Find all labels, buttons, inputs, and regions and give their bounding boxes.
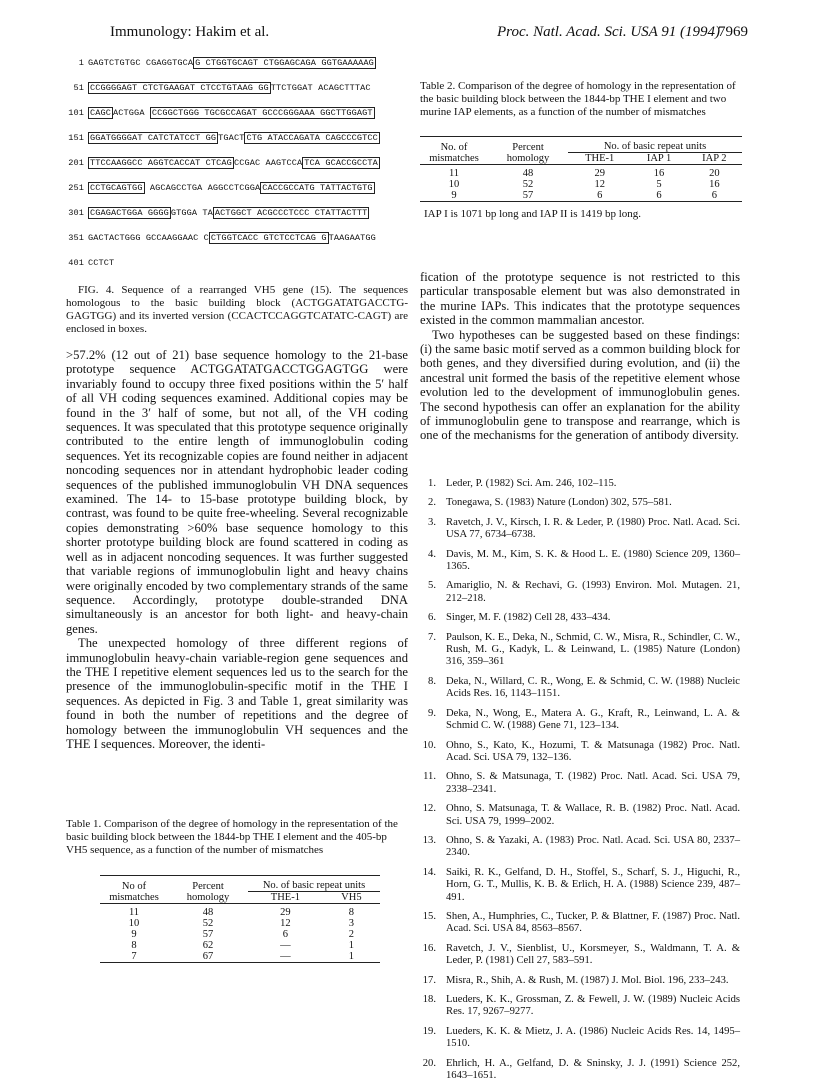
- table2-caption: Table 2. Comparison of the degree of homology in the representation of the basic building block between the 1844-bp THE I element and two murine IAP elements, as a function of the number of mismatches: [420, 80, 736, 118]
- sequence-segment: AGCAGCCTGA AGGCCTCGGA: [144, 183, 261, 193]
- reference-number: 13.: [422, 834, 436, 846]
- reference-number: 3.: [428, 516, 436, 528]
- reference-number: 4.: [428, 548, 436, 560]
- reference-text: Ohno, S. & Yazaki, A. (1983) Proc. Natl. Acad. Sci. USA 80, 2337–2340.: [446, 834, 740, 859]
- table-cell: 52: [202, 918, 214, 929]
- reference-text: Ravetch, J. V., Sienblist, U., Korsmeyer, S., Waldmann, T. A. & Leder, P. (1981) Cell 27, 583–591.: [446, 942, 740, 967]
- table-cell: 3: [348, 918, 355, 929]
- table-cell: 29: [280, 907, 291, 918]
- sequence-position: 201: [68, 158, 84, 168]
- reference-item: [420, 612, 740, 624]
- table1-caption: Table 1. Comparison of the degree of homology in the representation of the basic building block between the 1844-bp THE I element and the 405-bp VH5 sequence, as a function of the number of mismatches: [66, 818, 398, 856]
- table-cell: 6: [597, 190, 603, 201]
- table-cell: 10: [128, 918, 140, 929]
- reference-item: [420, 580, 740, 605]
- reference-text: Paulson, K. E., Deka, N., Schmid, C. W., Misra, R., Schindler, C. W., Rush, M. G., Kadyk, L. & Leinwand, L. (1985) Nature (London) 316, 359–361: [446, 631, 740, 668]
- table-cell: 1: [348, 951, 355, 962]
- reference-text: Ohno, S., Kato, K., Hozumi, T. & Matsunaga (1982) Proc. Natl. Acad. Sci. USA 79, 132–136.: [446, 739, 740, 763]
- table-cell: 6: [711, 190, 717, 201]
- table-cell: 62: [202, 940, 214, 951]
- reference-text: Deka, N., Willard, C. R., Wong, E. & Schmid, C. W. (1988) Nucleic Acids Res. 16, 1143–1151.: [446, 675, 740, 700]
- reference-number: 7.: [428, 631, 436, 643]
- table-cell: 5: [656, 179, 662, 190]
- reference-number: 8.: [428, 675, 436, 687]
- sequence-line: [62, 83, 371, 99]
- table-row: [420, 179, 742, 190]
- table2-col-iap2: IAP 2: [687, 153, 742, 165]
- reference-item: [420, 497, 740, 509]
- table1-col-vh5: VH5: [323, 892, 380, 904]
- boxed-motif: ACTGGCT ACGCCCTCCC CTATTACTTT: [214, 208, 368, 218]
- reference-item: [420, 835, 740, 860]
- reference-number: 6.: [428, 612, 436, 624]
- reference-item: [420, 911, 740, 936]
- table-row: [420, 168, 742, 179]
- reference-text: Lueders, K. K. & Mietz, J. A. (1986) Nucleic Acids Res. 14, 1495–1510.: [446, 1025, 740, 1050]
- boxed-motif: GGATGGGGAT CATCTATCCT GG: [90, 133, 217, 143]
- reference-text: Ohno, S. Matsunaga, T. & Wallace, R. B. (1982) Proc. Natl. Acad. Sci. USA 79, 1999–2002.: [446, 803, 740, 827]
- reference-text: Singer, M. F. (1982) Cell 28, 433–434.: [446, 612, 611, 624]
- reference-number: 5.: [428, 580, 436, 592]
- reference-item: [420, 676, 740, 701]
- table-cell: —: [280, 951, 291, 962]
- table-cell: 16: [653, 168, 665, 179]
- sequence-position: 351: [68, 233, 84, 243]
- table-cell: 16: [709, 179, 720, 190]
- sequence-line: [62, 133, 380, 149]
- sequence-line: [62, 108, 375, 124]
- reference-text: Amariglio, N. & Rechavi, G. (1993) Environ. Mol. Mutagen. 21, 212–218.: [446, 580, 740, 604]
- reference-item: [420, 994, 740, 1019]
- reference-item: [420, 975, 740, 987]
- body-text-left: [66, 348, 408, 751]
- table-cell: 11: [128, 907, 140, 918]
- sequence-line: [62, 258, 114, 274]
- table-row: [420, 190, 742, 202]
- sequence-line: [62, 58, 376, 74]
- table1-col-the1: THE-1: [248, 892, 323, 904]
- body-text-right: [420, 270, 740, 443]
- sequence-position: 51: [73, 83, 84, 93]
- table1: [100, 875, 380, 965]
- table-cell: 9: [131, 929, 137, 940]
- table-cell: 6: [282, 929, 289, 940]
- table2-col-iap1: IAP 1: [631, 153, 686, 165]
- reference-text: Ravetch, J. V., Kirsch, I. R. & Leder, P. (1980) Proc. Natl. Acad. Sci. USA 77, 6734–6738.: [446, 516, 740, 541]
- table-cell: 11: [448, 168, 460, 179]
- table-cell: 52: [522, 179, 534, 190]
- boxed-motif: CCGGGGAGT CTCTGAAGAT CTCCTGTAAG GG: [90, 83, 269, 93]
- table-cell: 48: [202, 907, 214, 918]
- table-cell: 9: [451, 190, 457, 201]
- reference-text: Ehrlich, H. A., Gelfand, D. & Sninsky, J. J. (1991) Science 252, 1643–1651.: [446, 1057, 740, 1082]
- table-cell: 57: [202, 929, 214, 940]
- sequence-line: [62, 208, 369, 224]
- sequence-segment: TGACT: [218, 133, 245, 143]
- boxed-motif: G CTGGTGCAGT CTGGAGCAGA GGTGAAAAAG: [195, 58, 374, 68]
- sequence-position: 1: [78, 58, 84, 68]
- paragraph: fication of the prototype sequence is not restricted to this particular transposable element but was also demonstrated in the murine IAPs. This indicates that the prototype sequences existed in the common mammalian ancestor.: [420, 270, 740, 328]
- boxed-motif: CTGGTCACC GTCTCCTCAG G: [210, 233, 327, 243]
- table-cell: 67: [202, 951, 214, 962]
- boxed-motif: CCTGCAGTGG: [90, 183, 143, 193]
- sequence-segment: TAAGAATGG: [328, 233, 376, 243]
- boxed-motif: TTCCAAGGCC AGGTCACCAT CTCAG: [90, 158, 232, 168]
- reference-item: [420, 867, 740, 904]
- reference-text: Lueders, K. K., Grossman, Z. & Fewell, J. W. (1989) Nucleic Acids Res. 17, 9267–9277.: [446, 994, 740, 1018]
- page-number: 7969: [718, 24, 748, 40]
- running-head-journal: Proc. Natl. Acad. Sci. USA 91 (1994): [497, 24, 721, 40]
- table-row: [100, 907, 380, 918]
- table-row: [100, 929, 380, 940]
- reference-item: [420, 708, 740, 733]
- table-cell: 1: [348, 940, 355, 951]
- table-cell: 8: [348, 907, 355, 918]
- reference-number: 16.: [422, 942, 436, 954]
- table2-col-mismatches: No. of mismatches: [429, 141, 479, 164]
- reference-number: 2.: [428, 497, 436, 509]
- sequence-line: [62, 183, 375, 199]
- sequence-segment: GTGGA TA: [170, 208, 213, 218]
- table2-footnote: IAP I is 1071 bp long and IAP II is 1419 bp long.: [424, 208, 642, 220]
- paragraph: >57.2% (12 out of 21) base sequence homology to the 21-base prototype sequence ACTGGATATGACCTGGAGTGG were invariably found to occupy three fixed positions within the 5′ half of all VH coding sequences examined. Additional copies may be found in the 3′ half of some, but not all, of the VH coding sequences. It was speculated that this prototype sequence originally contributed to the entire length of immunoglobulin coding sequences. Yet its recognizable copies are found neither in adjacent noncoding sequences nor in attendant hydrophobic leader coding sequences of the published immunoglobulin VH DNA sequences examined. The 14- to 15-base prototype building block, by contrast, was found to be quite free-wheeling. Several recognizable copies demonstrating >60% base sequence homology to this shorter prototype building block are found scattered in coding as well as in adjacent noncoding sequences. It was further suggested that variable regions of immunoglobulin light and heavy chains were originally encoded by two complementary strands of the same sequence. Accordingly, prototype double-stranded DNA simultaneously is an ancestor for both light- and heavy-chain genes.: [66, 348, 408, 636]
- sequence-segment: CCGAC AAGTCCA: [233, 158, 303, 168]
- reference-text: Tonegawa, S. (1983) Nature (London) 302, 575–581.: [446, 497, 672, 509]
- reference-text: Davis, M. M., Kim, S. K. & Hood L. E. (1980) Science 209, 1360–1365.: [446, 548, 740, 573]
- reference-item: [420, 632, 740, 669]
- table2-col-the1: THE-1: [568, 153, 631, 165]
- reference-number: 11.: [423, 771, 436, 783]
- boxed-motif: CAGC: [90, 108, 112, 118]
- table-cell: 2: [348, 929, 355, 940]
- table-row: [100, 951, 380, 963]
- sequence-position: 301: [68, 208, 84, 218]
- table2-group-header: No. of basic repeat units: [603, 141, 707, 152]
- reference-number: 9.: [428, 707, 436, 719]
- sequence-segment: GAGTCTGTGC CGAGGTGCA: [88, 58, 194, 68]
- table-cell: 7: [131, 951, 137, 962]
- table2-col-homology: Percent homology: [506, 141, 550, 164]
- reference-item: [420, 740, 740, 765]
- table-cell: 10: [448, 179, 460, 190]
- reference-text: Misra, R., Shih, A. & Rush, M. (1987) J. Mol. Biol. 196, 233–243.: [446, 974, 729, 986]
- table1-col-homology: Percent homology: [186, 880, 230, 903]
- reference-number: 18.: [422, 994, 436, 1005]
- reference-item: [420, 771, 740, 796]
- reference-number: 17.: [422, 974, 436, 986]
- reference-item: [420, 1058, 740, 1083]
- running-head-left: Immunology: Hakim et al.: [110, 24, 270, 40]
- table-cell: 8: [131, 940, 137, 951]
- table-cell: 12: [594, 179, 605, 190]
- boxed-motif: CACCGCCATG TATTACTGTG: [262, 183, 373, 193]
- reference-text: Saiki, R. K., Gelfand, D. H., Stoffel, S., Scharf, S. J., Higuchi, R., Horn, G. T., Mullis, K. B. & Erlich, H. A. (1988) Science 239, 487–491.: [446, 866, 740, 903]
- sequence-position: 151: [68, 133, 84, 143]
- sequence-segment: TTCTGGAT ACAGCTTTAC: [270, 83, 371, 93]
- boxed-motif: TCA GCACCGCCTA: [304, 158, 378, 168]
- table-cell: 57: [522, 190, 534, 201]
- paragraph: The unexpected homology of three different regions of immunoglobulin heavy-chain variable-region gene sequences and the THE I repetitive element sequences led us to the search for the presence of the immunoglobulin-specific motif in the THE I sequences. As depicted in Fig. 3 and Table 1, great similarity was found in both the number of repetitions and the degree of homology between the immunoglobulin VH sequences and the THE I sequences. Moreover, the identi-: [66, 636, 408, 751]
- sequence-line: [62, 233, 376, 249]
- reference-text: Deka, N., Wong, E., Matera A. G., Kraft, R., Leinwand, L. A. & Schmid C. W. (1988) Gene 71, 123–134.: [446, 707, 740, 732]
- table1-col-mismatches: No of mismatches: [109, 880, 159, 903]
- reference-item: [420, 943, 740, 968]
- boxed-motif: CCGGCTGGG TGCGCCAGAT GCCCGGGAAA GGCTTGGAGT: [151, 108, 373, 118]
- figure-caption: FIG. 4. Sequence of a rearranged VH5 gene (15). The sequences homologous to the basic building block (ACTGGATATGACCTG-GAGTGG) and its inverted version (CCACTCCAGGTCATATC-CAGT) are enclosed in boxes.: [66, 284, 408, 335]
- table2: [420, 136, 742, 221]
- reference-item: [420, 1026, 740, 1051]
- reference-item: [420, 478, 740, 490]
- table1-group-header: No. of basic repeat units: [262, 880, 366, 891]
- sequence-segment: CCTCT: [88, 258, 115, 268]
- reference-text: Shen, A., Humphries, C., Tucker, P. & Blattner, F. (1987) Proc. Natl. Acad. Sci. USA 84, 8563–8567.: [446, 910, 740, 935]
- table-cell: 29: [594, 168, 605, 179]
- boxed-motif: CTG ATACCAGATA CAGCCCGTCC: [246, 133, 378, 143]
- sequence-position: 251: [68, 183, 84, 193]
- reference-item: [420, 549, 740, 574]
- reference-text: Ohno, S. & Matsunaga, T. (1982) Proc. Natl. Acad. Sci. USA 79, 2338–2341.: [446, 771, 740, 795]
- reference-item: [420, 803, 740, 828]
- sequence-position: 401: [68, 258, 84, 268]
- reference-number: 1.: [428, 478, 436, 489]
- reference-number: 20.: [422, 1057, 436, 1069]
- references: [420, 478, 740, 1089]
- reference-number: 15.: [422, 910, 436, 922]
- table-row: [100, 918, 380, 929]
- reference-text: Leder, P. (1982) Sci. Am. 246, 102–115.: [446, 478, 617, 489]
- table-cell: 6: [656, 190, 662, 201]
- table-row: [100, 940, 380, 951]
- reference-number: 10.: [422, 739, 436, 751]
- sequence-position: 101: [68, 108, 84, 118]
- sequence-segment: ACTGGA: [113, 108, 150, 118]
- reference-number: 12.: [422, 803, 436, 815]
- reference-number: 19.: [422, 1025, 436, 1037]
- boxed-motif: CGAGACTGGA GGGG: [90, 208, 169, 218]
- table-cell: 48: [522, 168, 534, 179]
- reference-number: 14.: [422, 866, 436, 878]
- sequence-segment: GACTACTGGG GCCAAGGAAC C: [88, 233, 209, 243]
- paragraph: Two hypotheses can be suggested based on these findings: (i) the same basic motif served as a common building block for both genes, and they diversified during evolution, and (ii) the ancestral unit formed the basis of the repetitive element whose evolution led to the development of immunoglobulin genes. The second hypothesis can offer an explanation for the ability of immunoglobulin gene to transpose and rearrange, which is one of the mechanisms for the generation of antibody diversity.: [420, 327, 740, 443]
- table-cell: 12: [280, 918, 291, 929]
- table-cell: —: [280, 940, 291, 951]
- reference-item: [420, 517, 740, 542]
- sequence-line: [62, 158, 380, 174]
- table-cell: 20: [709, 168, 720, 179]
